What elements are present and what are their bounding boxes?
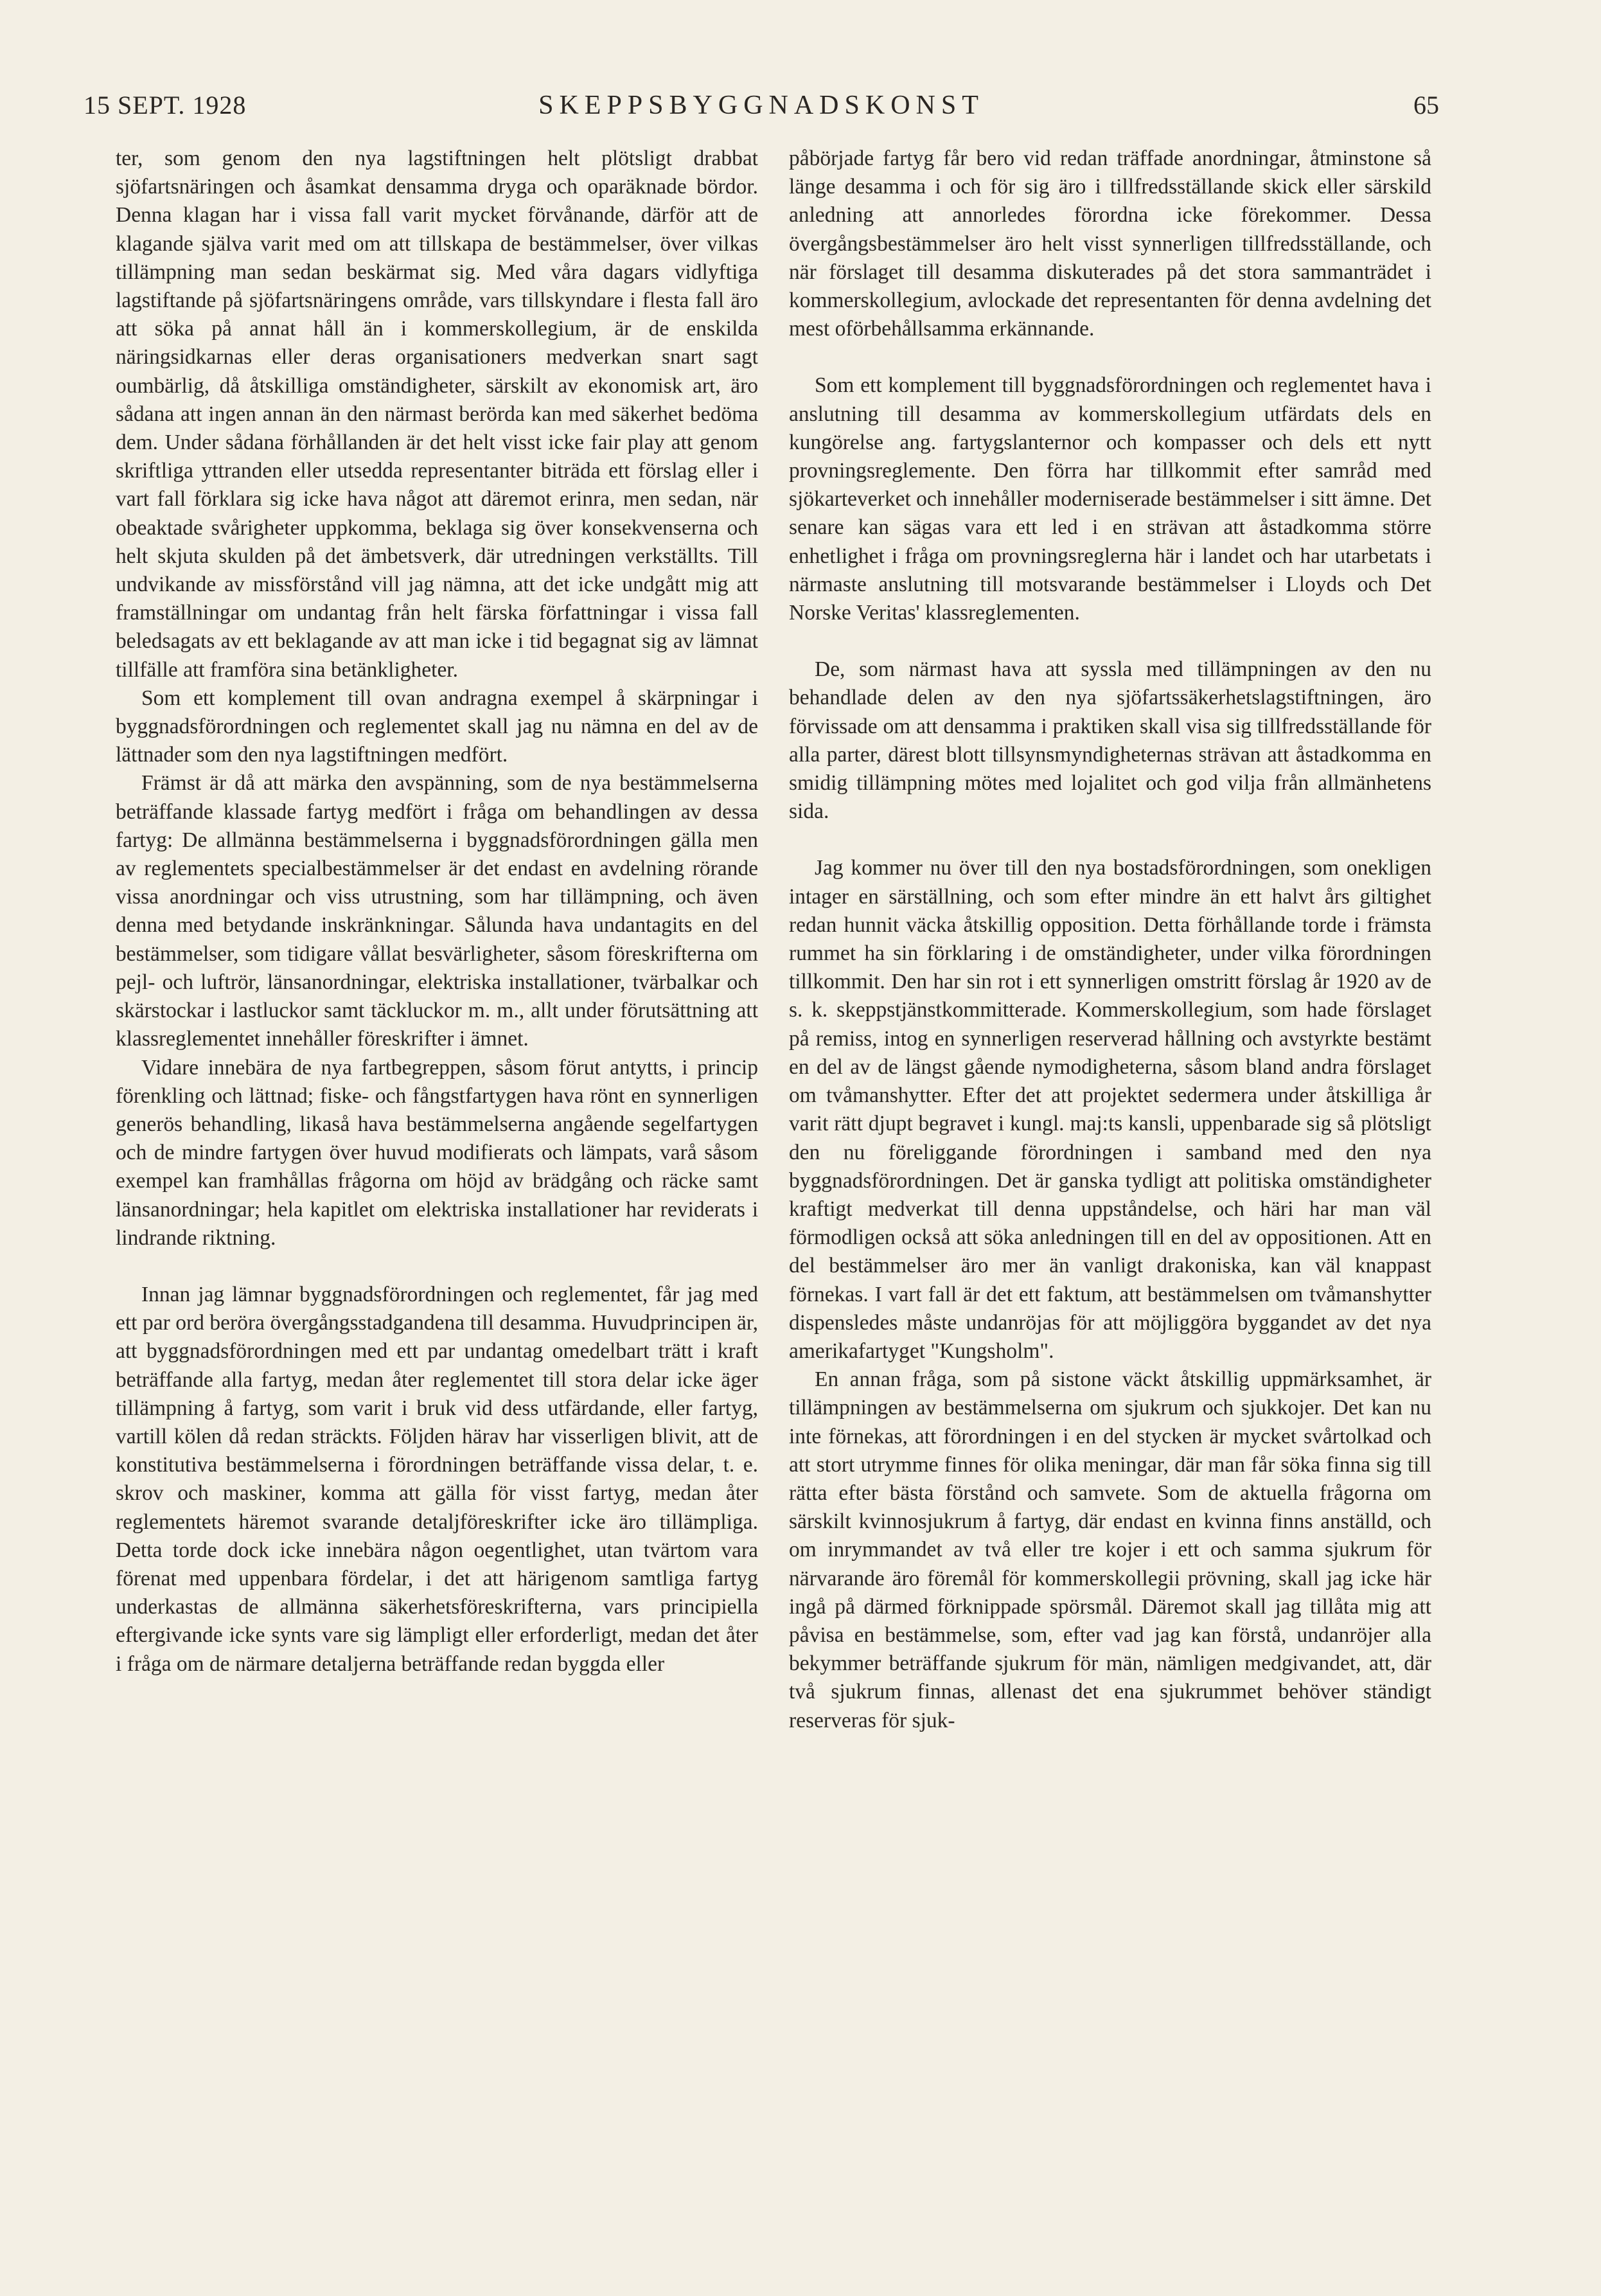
left-column [116,145,758,1678]
page-header [84,90,1439,129]
paragraph: ter, som genom den nya lagstiftningen helt plötsligt drabbat sjöfartsnäringen och åsamkat densamma dryga och oparäknade bördor. Denna klagan har i vissa fall varit mycket förvånande, därför att de klagande själva varit med om att tillskapa de bestämmelser, över vilkas tillämpning man sedan beskärmat sig. Med våra dagars vidlyftiga lagstiftande på sjöfartsnäringens område, vars tillskyndare i flesta fall äro att söka på annat håll än i kommerskollegium, är de enskilda näringsidkarnas eller deras organisationers medverkan snart sagt oumbärlig, då åtskilliga omständigheter, särskilt av ekonomisk art, äro sådana att ingen annan än den närmast berörda kan med säkerhet bedöma dem. Under sådana förhållanden är det helt visst icke fair play att genom skriftliga yttranden eller utsedda representanter biträda ett förslag eller i vart fall förklara sig icke hava något att däremot erinra, men sedan, när obeaktade svårigheter uppkomma, beklaga sig över konsekvenserna och helt skjuta skulden på det ämbetsverk, där utredningen verkställts. Till undvikande av missförstånd vill jag nämna, att det icke undgått mig att framställningar om undantag från helt färska författningar i vissa fall beledsagats av ett beklagande av att man icke i tid begagnat sig av lämnat tillfälle att framföra sina betänkligheter. [116,147,758,682]
paragraph: De, som närmast hava att syssla med tillämpningen av den nu behandlade delen av den nya sjöfartssäkerhetslagstiftningen, äro förvissade om att densamma i praktiken skall visa sig tillfredsställande för alla parter, därest blott tillsynsmyndigheternas strävan att åstadkomma en smidig tillämpning mötes med lojalitet och god vilja från allmänhetens sida. [789,657,1431,824]
page-number: 65 [1413,91,1439,120]
paragraph: Innan jag lämnar byggnadsförordningen och reglementet, får jag med ett par ord beröra övergångsstadgandena till desamma. Huvudprincipen är, att byggnadsförordningen med ett par undantag omedelbart trätt i kraft beträffande alla fartyg, medan åter reglementet till stora delar icke äger tillämpning å fartyg, som varit i bruk vid dess utfärdande, eller fartyg, vartill kölen då redan sträckts. Följden härav har visserligen blivit, att de konstitutiva bestämmelserna i förordningen beträffande vissa delar, t. e. skrov och maskiner, komma att gälla för visst fartyg, medan åter reglementets häremot svarande detaljföreskrifter icke äro tillämpliga. Detta torde dock icke innebära någon oegentlighet, utan tvärtom vara förenat med uppenbara fördelar, i det att härigenom samtliga fartyg underkastas de allmänna säkerhetsföreskrifterna, vars principiella eftergivande icke synts vare sig lämpligt eller erforderligt, medan det åter i fråga om de närmare detaljerna beträffande redan byggda eller [116,1282,758,1676]
paragraph: Jag kommer nu över till den nya bostadsförordningen, som onekligen intager en särställning, och som efter mindre än ett halvt års giltighet redan hunnit väcka åtskillig opposition. Detta förhållande torde i främsta rummet ha sin förklaring i de omständigheter, under vilka förordningen tillkommit. Den har sin rot i ett synnerligen omstritt förslag år 1920 av de s. k. skeppstjänstkommitterade. Kommerskollegium, som hade förslaget på remiss, intog en synnerligen reserverad hållning och avstyrkte bestämt en del av de längst gående nymodigheterna, såsom bland andra förslaget om tvåmanshytter. Efter det att projektet sedermera under åtskilliga år varit rätt djupt begravet i kungl. maj:ts kansli, uppenbarade sig så plötsligt den nu föreliggande förordningen i samband med den nya byggnadsförordningen. Det är ganska tydligt att politiska omständigheter kraftigt medverkat till denna uppståndelse, och häri har man väl förmodligen också att söka anledningen till en del av oppositionen. Att en del bestämmelser äro mer än vanligt drakoniska, kan väl knappast förnekas. I vart fall är det ett faktum, att bestämmelsen om tvåmanshytter dispensledes måste undanröjas för att möjliggöra byggandet av det nya amerikafartyget "Kungsholm". [789,856,1431,1363]
paragraph: Vidare innebära de nya fartbegreppen, såsom förut antytts, i princip förenkling och lättnad; fiske- och fångstfartygen hava rönt en synnerligen generös behandling, likaså hava bestämmelserna angående segelfartygen och de mindre fartygen över huvud modifierats och lämpats, varå såsom exempel kan framhållas frågorna om höjd av brädgång och räcke samt länsanordningar; hela kapitlet om elektriska installationer har reviderats i lindrande riktning. [116,1055,758,1250]
paragraph: Som ett komplement till ovan andragna exempel å skärpningar i byggnadsförordningen och reglementet skall jag nu nämna en del av de lättnader som den nya lagstiftningen medfört. [116,686,758,767]
paragraph: påbörjade fartyg får bero vid redan träffade anordningar, åtminstone så länge desamma i och för sig äro i tillfredsställande skick eller särskild anledning att annorledes förordna icke förekommer. Dessa övergångsbestämmelser äro helt visst synnerligen tillfredsställande, och när förslaget till desamma diskuterades på det stora sammanträdet i kommerskollegium, avlockade det representanten för denna avdelning det mest oförbehållsamma erkännande. [789,147,1431,341]
paragraph: En annan fråga, som på sistone väckt åtskillig uppmärksamhet, är tillämpningen av bestämmelserna om sjukrum och sjukkojer. Det kan nu inte förnekas, att förordningen i en del stycken är mycket svårtolkad och att stort utrymme finnes för olika meningar, där man får söka finna sig till rätta efter bästa förstånd och samvete. Som de aktuella frågorna om särskilt kvinnosjukrum å fartyg, där endast en kvinna finns anställd, och om inrymmandet av två eller tre kojer i ett och samma sjukrum för närvarande äro föremål för kommerskollegii prövning, skall jag icke här ingå på därmed förknippade spörsmål. Däremot skall jag tillåta mig att påvisa en bestämmelse, som, efter vad jag kan förstå, undanröjer alla bekymmer beträffande sjukrum för män, nämligen medgivandet, att, där två sjukrum finnas, allenast det ena sjukrummet behöver ständigt reserveras för sjuk- [789,1367,1431,1732]
journal-title: SKEPPSBYGGNADSKONST [538,91,984,120]
right-column [789,145,1431,1735]
issue-date: 15 SEPT. 1928 [84,91,247,120]
paragraph: Som ett komplement till byggnadsförordningen och reglementet hava i anslutning till desamma av kommerskollegium utfärdats dels en kungörelse ang. fartygslanternor och kompasser och dels ett nytt provningsreglemente. Den förra har tillkommit efter samråd med sjökarteverket och innehåller moderniserade bestämmelser i sitt ämne. Det senare kan sägas vara ett led i en strävan att åstadkomma större enhetlighet i fråga om provningsreglerna här i landet och har utarbetats i närmaste anslutning till motsvarande bestämmelser i Lloyds och Det Norske Veritas' klassreglementen. [789,373,1431,625]
paragraph: Främst är då att märka den avspänning, som de nya bestämmelserna beträffande klassade fartyg medfört i fråga om behandlingen av dessa fartyg: De allmänna bestämmelserna i byggnadsförordningen gälla men av reglementets specialbestämmelser är det endast en avdelning rörande vissa anordningar och viss utrustning, som har tillämpning, och även denna med betydande inskränkningar. Sålunda hava undantagits en del bestämmelser, som tidigare vållat besvärligheter, såsom föreskrifterna om pejl- och luftrör, länsanordningar, elektriska installationer, tvärbalkar och skärstockar i lastluckor samt täckluckor m. m., allt under förutsättning att klassreglementet innehåller föreskrifter i ämnet. [116,771,758,1051]
